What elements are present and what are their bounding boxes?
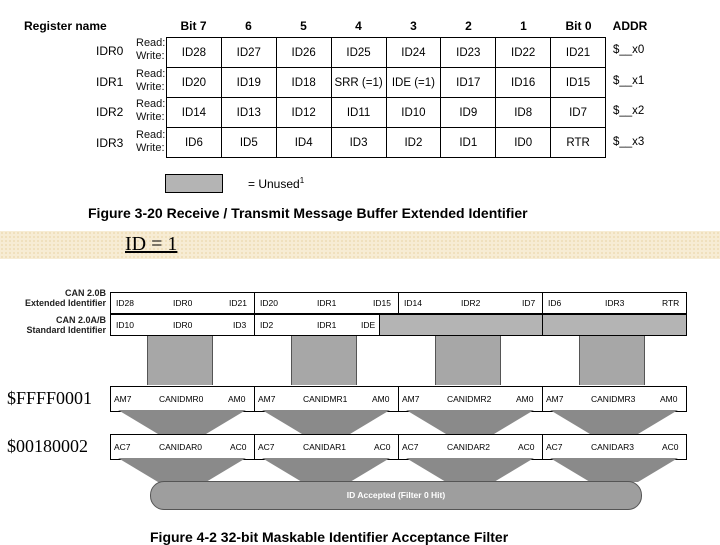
bit-cell: ID6	[167, 128, 222, 158]
mask-bit-label: AM0	[228, 394, 246, 404]
bit-header: Bit 0	[565, 19, 592, 33]
bit-cell: ID1	[441, 128, 496, 158]
id-bit-label: ID21	[229, 298, 247, 308]
funnel-arrow	[262, 458, 390, 482]
mask-bit-label: AM7	[258, 394, 276, 404]
register-address: $__x0	[613, 44, 645, 56]
funnel-arrow	[118, 458, 246, 482]
read-write-label: Read: Write:	[136, 98, 166, 123]
funnel-arrow	[406, 458, 534, 482]
unused-legend-label: = Unused$^1$	[248, 176, 305, 191]
funnel-arrow	[118, 410, 246, 434]
mask-bit-label: AM0	[516, 394, 534, 404]
id-bit-label: ID7	[522, 298, 536, 308]
id-bit-label: ID10	[116, 320, 134, 330]
mask-bit-label: AM7	[114, 394, 132, 404]
accept-bit-label: AC0	[374, 442, 391, 452]
bit-cell: ID4	[276, 128, 331, 158]
accept-register-label: CANIDAR3	[591, 442, 634, 452]
accept-register-label: CANIDAR0	[159, 442, 202, 452]
bit-cell: ID11	[331, 98, 386, 128]
filter-column	[147, 336, 213, 385]
bit-cell: ID10	[386, 98, 441, 128]
accept-bit-label: AC7	[258, 442, 275, 452]
bit-header: 6	[245, 19, 252, 33]
mask-bit-label: AM0	[660, 394, 678, 404]
mask-value: $FFFF0001	[7, 388, 93, 408]
bit-cell: ID12	[276, 98, 331, 128]
bit-cell: IDE (=1)	[386, 68, 441, 98]
addr-header: ADDR	[612, 19, 648, 33]
bit-cell: ID18	[276, 68, 331, 98]
bit-cell: ID7	[551, 98, 606, 128]
register-label: IDR1	[317, 298, 337, 308]
register-address: $__x2	[613, 105, 645, 117]
register-label: IDR3	[605, 298, 625, 308]
accept-bit-label: AC0	[662, 442, 679, 452]
bit-cell: ID25	[331, 38, 386, 68]
unused-legend-swatch	[165, 174, 223, 193]
id-equals-label: ID = 1	[125, 233, 178, 255]
register-label: IDR0	[173, 298, 193, 308]
id-bit-label: ID6	[548, 298, 562, 308]
register-label: IDR2	[461, 298, 481, 308]
register-bit-table	[166, 37, 606, 158]
bit-cell: ID16	[496, 68, 551, 98]
read-write-label: Read: Write:	[136, 37, 166, 62]
bit-cell: ID9	[441, 98, 496, 128]
register-address: $__x1	[613, 75, 645, 87]
bit-cell: ID5	[221, 128, 276, 158]
read-write-label: Read: Write:	[136, 129, 166, 154]
bit-header: 5	[300, 19, 307, 33]
register-name: IDR3	[96, 136, 124, 150]
bit-cell: SRR (=1)	[331, 68, 386, 98]
id-bit-label: IDE	[361, 320, 376, 330]
bit-cell: ID26	[276, 38, 331, 68]
id-bit-label: ID3	[233, 320, 247, 330]
register-name: IDR1	[96, 75, 124, 89]
accept-bit-label: AC0	[230, 442, 247, 452]
bit-cell: ID27	[221, 38, 276, 68]
extended-id-bar	[110, 292, 687, 314]
mask-register-label: CANIDMR2	[447, 394, 492, 404]
bit-cell: ID13	[221, 98, 276, 128]
filter-column	[291, 336, 357, 385]
register-address: $__x3	[613, 136, 645, 148]
table-row	[167, 68, 606, 98]
bit-cell: ID22	[496, 38, 551, 68]
accept-register-label: CANIDAR2	[447, 442, 490, 452]
bit-header: Bit 7	[180, 19, 207, 33]
accept-bit-label: AC7	[402, 442, 419, 452]
bit-cell: ID8	[496, 98, 551, 128]
accept-bit-label: AC7	[114, 442, 131, 452]
mask-bit-label: AM7	[402, 394, 420, 404]
id-bit-label: RTR	[662, 298, 680, 308]
figure-3-20-caption: Figure 3-20 Receive / Transmit Message Buffer Extended Identifier	[88, 205, 528, 221]
register-label: IDR1	[317, 320, 337, 330]
bit-cell: ID23	[441, 38, 496, 68]
accept-bit-label: AC7	[546, 442, 563, 452]
bit-cell: ID15	[551, 68, 606, 98]
id-bit-label: ID14	[404, 298, 422, 308]
highlight-band	[0, 231, 720, 259]
table-row	[167, 98, 606, 128]
register-name: IDR0	[96, 44, 124, 58]
mask-register-label: CANIDMR1	[303, 394, 348, 404]
table-row	[167, 128, 606, 158]
bit-cell: ID19	[221, 68, 276, 98]
id-bit-label: ID15	[373, 298, 391, 308]
bit-cell: ID14	[167, 98, 222, 128]
filter-column	[435, 336, 501, 385]
filter-column	[579, 336, 645, 385]
unused-region	[379, 315, 686, 335]
accept-register-label: CANIDAR1	[303, 442, 346, 452]
funnel-arrow	[550, 410, 678, 434]
bit-cell: ID3	[331, 128, 386, 158]
accept-bit-label: AC0	[518, 442, 535, 452]
mask-bit-label: AM0	[372, 394, 390, 404]
accept-funnel-arrows	[110, 458, 687, 482]
read-write-label: Read: Write:	[136, 68, 166, 93]
mask-register-label: CANIDMR3	[591, 394, 636, 404]
register-name: IDR2	[96, 105, 124, 119]
mask-bit-label: AM7	[546, 394, 564, 404]
bit-header: 4	[355, 19, 362, 33]
figure-4-2-caption: Figure 4-2 32-bit Maskable Identifier Acceptance Filter	[150, 529, 509, 545]
id-bit-label: ID2	[260, 320, 274, 330]
acceptance-register-bar	[110, 434, 687, 460]
bit-cell: ID20	[167, 68, 222, 98]
mask-register-bar	[110, 386, 687, 412]
bit-header: 1	[520, 19, 527, 33]
register-label: IDR0	[173, 320, 193, 330]
bit-cell: ID21	[551, 38, 606, 68]
standard-id-bar	[110, 314, 687, 336]
id-accepted-pill: ID Accepted (Filter 0 Hit)	[150, 481, 642, 510]
bit-cell: ID2	[386, 128, 441, 158]
bit-cell: ID0	[496, 128, 551, 158]
bit-cell: RTR	[551, 128, 606, 158]
funnel-arrow	[406, 410, 534, 434]
bit-header: 2	[465, 19, 472, 33]
filter-funnel-arrows	[110, 410, 687, 434]
acceptance-value: $00180002	[7, 436, 88, 456]
funnel-arrow	[550, 458, 678, 482]
bit-cell: ID28	[167, 38, 222, 68]
id-bit-label: ID28	[116, 298, 134, 308]
bit-cell: ID17	[441, 68, 496, 98]
table-row	[167, 38, 606, 68]
id-bit-label: ID20	[260, 298, 278, 308]
bit-header: 3	[410, 19, 417, 33]
mask-register-label: CANIDMR0	[159, 394, 204, 404]
register-name-header: Register name	[24, 19, 107, 33]
bit-cell: ID24	[386, 38, 441, 68]
standard-identifier-label: CAN 2.0A/B Standard Identifier	[26, 315, 106, 335]
extended-identifier-label: CAN 2.0B Extended Identifier	[24, 288, 106, 308]
funnel-arrow	[262, 410, 390, 434]
